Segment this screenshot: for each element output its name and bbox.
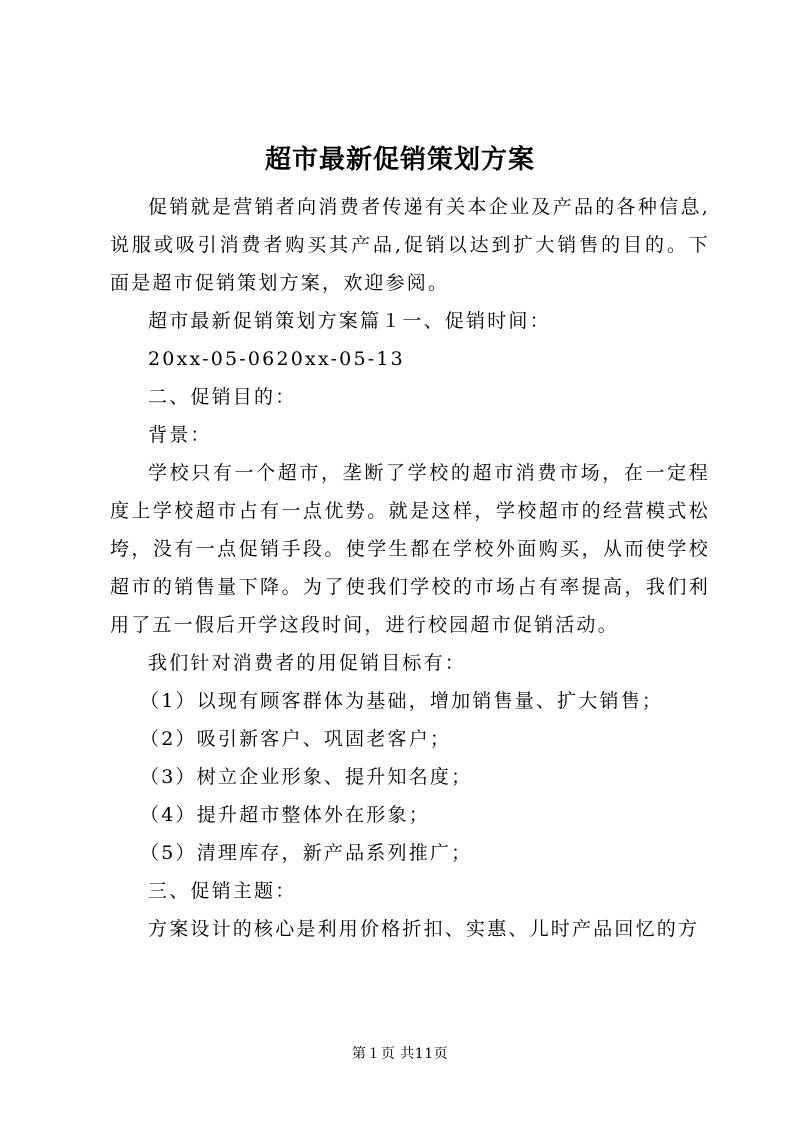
background-label: 背景： (148, 424, 212, 446)
goal-item-2: （2）吸引新客户、巩固老客户； (140, 728, 452, 750)
goal-item-5: （5）清理库存，新产品系列推广； (140, 842, 473, 864)
theme-paragraph: 方案设计的核心是利用价格折扣、实惠、儿时产品回忆的方 (148, 918, 700, 940)
intro-paragraph: 促销就是营销者向消费者传递有关本企业及产品的各种信息,说服或吸引消费者购买其产品,促销以达到扩大销售的目的。下面是超市促销策划方案，欢迎参阅。 (110, 196, 710, 294)
document-body (110, 188, 710, 948)
goal-item-1: （1）以现有顾客群体为基础，增加销售量、扩大销售； (140, 690, 664, 712)
section-heading-1: 超市最新促销策划方案篇１一、促销时间： (148, 310, 551, 332)
page-footer: 第１页 共11页 (351, 1046, 449, 1062)
section-heading-3: 三、促销主题： (148, 880, 297, 902)
goals-intro: 我们针对消费者的用促销目标有： (148, 652, 467, 674)
date-range: 20xx-05-0620xx-05-13 (148, 348, 405, 370)
background-paragraph: 学校只有一个超市，垄断了学校的超市消费市场，在一定程度上学校超市占有一点优势。就是这样，学校超市的经营模式松垮，没有一点促销手段。使学生都在学校外面购买，从而使学校超市的销售量下降。为了使我们学校的市场占有率提高，我们利用了五一假后开学这段时间，进行校园超市促销活动。 (110, 462, 710, 636)
goal-item-4: （4）提升超市整体外在形象； (140, 804, 430, 826)
goal-item-3: （3）树立企业形象、提升知名度； (140, 766, 473, 788)
section-heading-2: 二、促销目的： (148, 386, 297, 408)
document-title: 超市最新促销策划方案 (264, 145, 535, 175)
